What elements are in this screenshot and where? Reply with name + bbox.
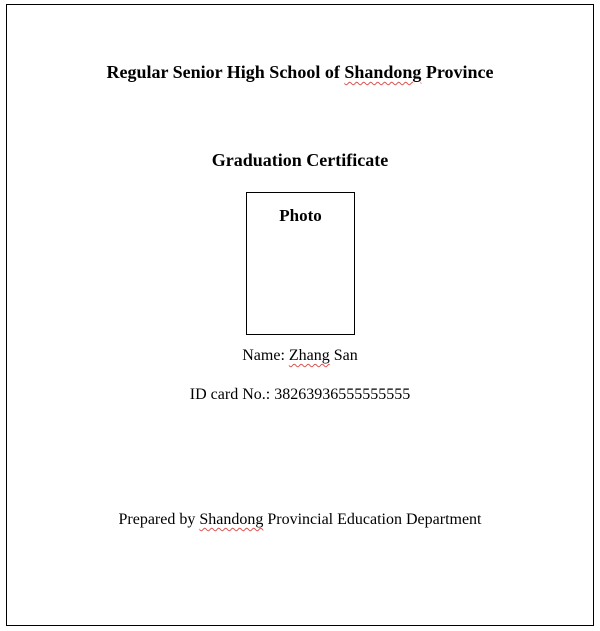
name-label: Name: [242, 347, 289, 364]
name-line [7, 347, 593, 365]
school-title-prefix: Regular Senior High School of [106, 62, 345, 82]
id-card-label: ID card No.: [189, 386, 275, 403]
certificate-title: Graduation Certificate [211, 150, 389, 170]
photo-label: Photo [279, 206, 322, 225]
prepared-by-line [7, 511, 593, 529]
name-surname: Zhang [288, 347, 330, 364]
id-card-value: 38263936555555555 [274, 386, 411, 403]
prepared-by-prefix: Prepared by [118, 511, 200, 528]
school-title-province: Shandong [344, 62, 422, 82]
school-title-suffix: Province [421, 62, 494, 82]
name-given: San [329, 347, 358, 364]
photo-placeholder [246, 192, 355, 335]
id-card-line [7, 386, 593, 404]
certificate-page [6, 4, 594, 626]
prepared-by-province: Shandong [199, 511, 264, 528]
prepared-by-suffix: Provincial Education Department [263, 511, 482, 528]
school-title [7, 62, 593, 83]
